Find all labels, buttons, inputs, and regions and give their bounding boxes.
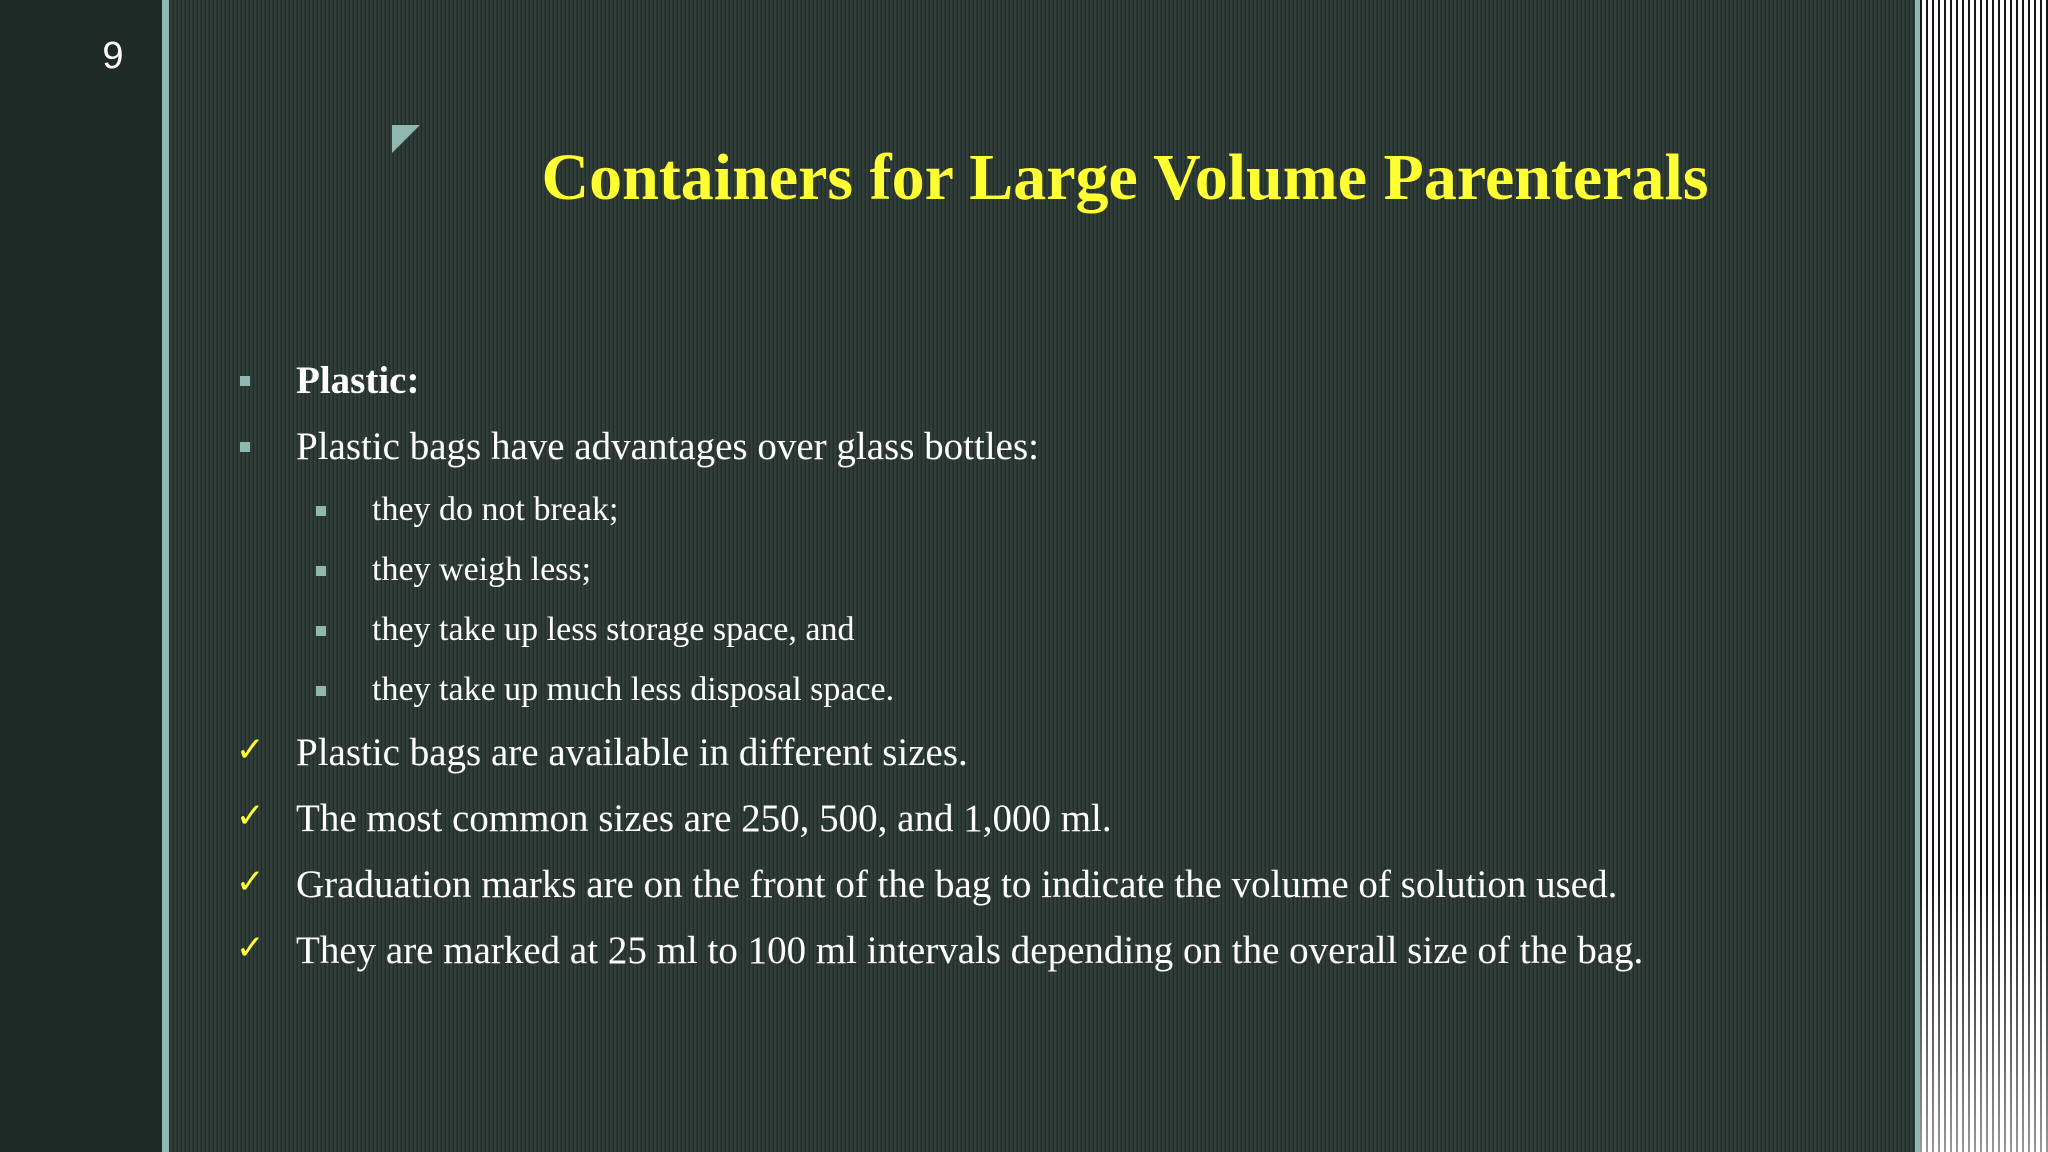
square-bullet-icon	[316, 686, 326, 696]
sub-bullet-item	[232, 600, 1882, 660]
bullet-text: they do not break;	[372, 491, 619, 528]
check-mark-icon: ✓	[236, 796, 265, 836]
sub-bullet-item	[232, 660, 1882, 720]
bullet-text: Graduation marks are on the front of the bag to indicate the volume of solution used.	[296, 863, 1618, 906]
slide-number: 9	[102, 35, 124, 77]
left-accent-line	[162, 0, 169, 1152]
square-bullet-icon	[316, 626, 326, 636]
square-bullet-icon	[316, 506, 326, 516]
bullet-text: they take up much less disposal space.	[372, 671, 895, 708]
check-bullet-item	[232, 852, 1882, 918]
bullet-text: The most common sizes are 250, 500, and 1,000 ml.	[296, 797, 1112, 840]
bullet-text: Plastic bags are available in different sizes.	[296, 731, 968, 774]
bullet-text: They are marked at 25 ml to 100 ml intervals depending on the overall size of the bag.	[296, 929, 1644, 972]
check-mark-icon: ✓	[236, 928, 265, 968]
sub-bullet-item	[232, 540, 1882, 600]
bullet-item-advantages	[232, 414, 1882, 480]
bullet-text: they take up less storage space, and	[372, 611, 855, 648]
bullet-list	[232, 348, 1882, 984]
square-bullet-icon	[240, 376, 250, 386]
slide-title: Containers for Large Volume Parenterals	[541, 141, 1709, 214]
sub-bullet-item	[232, 480, 1882, 540]
bullet-text: Plastic:	[296, 359, 420, 402]
right-stripe-fade	[1920, 880, 2048, 1152]
left-sidebar-panel	[0, 0, 162, 1152]
bullet-text: Plastic bags have advantages over glass bottles:	[296, 425, 1039, 468]
bullet-item-plastic	[232, 348, 1882, 414]
square-bullet-icon	[240, 442, 250, 452]
square-bullet-icon	[316, 566, 326, 576]
check-bullet-item	[232, 786, 1882, 852]
check-bullet-item	[232, 720, 1882, 786]
check-mark-icon: ✓	[236, 862, 265, 902]
check-mark-icon: ✓	[236, 730, 265, 770]
bullet-text: they weigh less;	[372, 551, 592, 588]
check-bullet-item	[232, 918, 1882, 984]
